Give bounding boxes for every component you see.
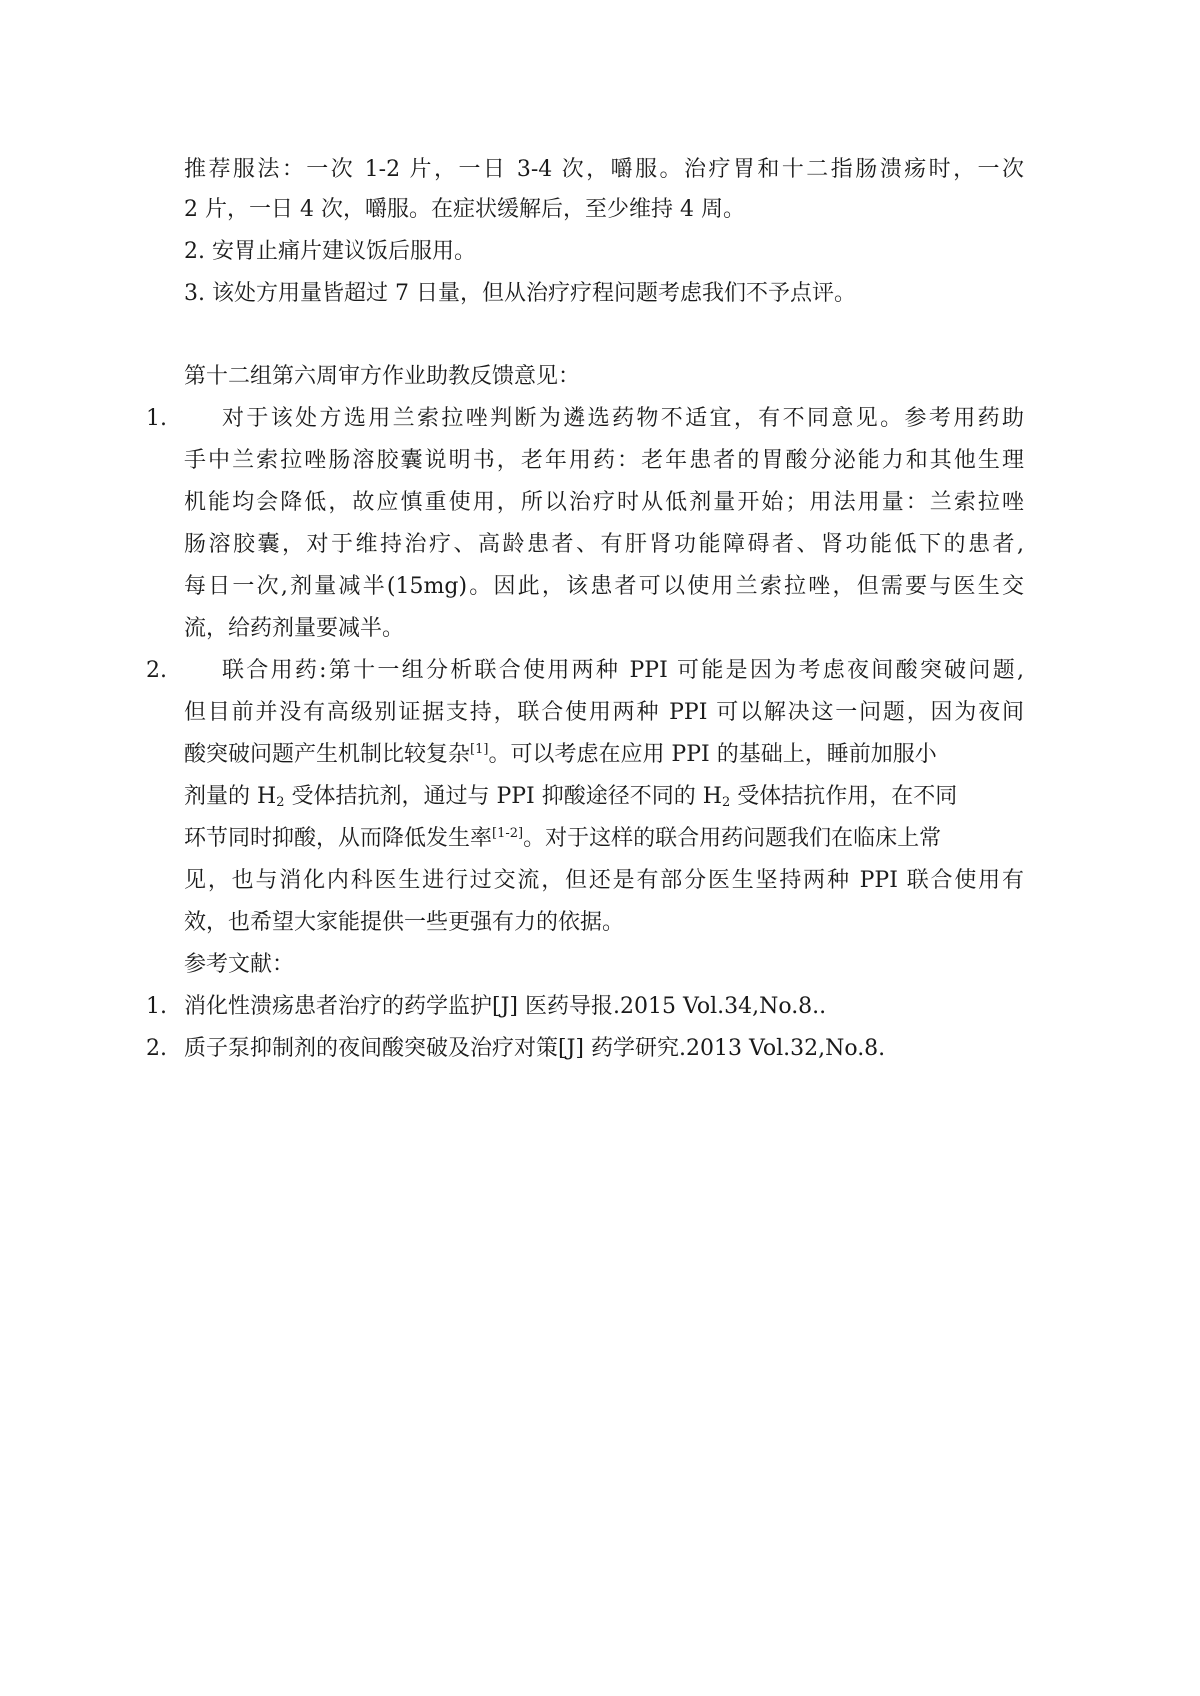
item-1-line-2: 手中兰索拉唑肠溶胶囊说明书，老年用药：老年患者的胃酸分泌能力和其他生理 [184,448,1024,473]
item-1-line-1: 对于该处方选用兰索拉唑判断为遴选药物不适宜，有不同意见。参考用药助 [222,406,1024,431]
item-2-line-4-text-b: 受体拮抗剂，通过与 PPI 抑酸途径不同的 H [284,784,722,809]
item-2-line-7: 效，也希望大家能提供一些更强有力的依据。 [184,910,625,935]
item-1-number: 1. [146,406,167,431]
item-2-line-5-text-b: 。对于这样的联合用药问题我们在临床上常 [523,826,942,851]
dosage-line-2: 2 片，一日 4 次，嚼服。在症状缓解后，至少维持 4 周。 [184,197,745,222]
item-2-line-4-text-c: 受体拮抗作用，在不同 [730,784,958,809]
reference-2: 质子泵抑制剂的夜间酸突破及治疗对策[J] 药学研究.2013 Vol.32,No.8. [184,1036,886,1061]
subscript-2: 2 [276,795,285,810]
item-2-line-5 [184,824,1024,854]
item-2-line-4 [184,782,1024,812]
subscript-2-second: 2 [721,795,731,810]
reference-1: 消化性溃疡患者治疗的药学监护[J] 医药导报.2015 Vol.34,No.8.. [184,994,827,1019]
point-2: 2. 安胃止痛片建议饭后服用。 [184,239,476,264]
item-1-line-4: 肠溶胶囊，对于维持治疗、高龄患者、有肝肾功能障碍者、肾功能低下的患者, [184,532,1024,557]
item-1-line-3: 机能均会降低，故应慎重使用，所以治疗时从低剂量开始；用法用量：兰索拉唑 [184,490,1024,515]
item-2-line-1: 联合用药:第十一组分析联合使用两种 PPI 可能是因为考虑夜间酸突破问题, [222,658,1024,683]
item-2-line-3 [184,740,1024,770]
reference-1-number: 1. [146,994,167,1019]
references-heading: 参考文献： [184,952,295,977]
reference-2-number: 2. [146,1036,167,1061]
citation-1: [1] [470,742,489,757]
citation-1-2: [1-2] [492,826,524,841]
item-2-line-3-text-b: 。可以考虑在应用 PPI 的基础上，睡前加服小 [488,742,937,767]
item-2-line-4-text-a: 剂量的 H [184,784,277,809]
feedback-heading: 第十二组第六周审方作业助教反馈意见： [184,364,581,389]
item-2-line-3-text-a: 酸突破问题产生机制比较复杂 [184,742,471,767]
item-2-line-2: 但目前并没有高级别证据支持，联合使用两种 PPI 可以解决这一问题，因为夜间 [184,700,1024,725]
item-2-number: 2. [146,658,167,683]
item-1-line-5: 每日一次,剂量减半(15mg)。因此，该患者可以使用兰索拉唑，但需要与医生交 [184,574,1024,599]
item-2-line-5-text-a: 环节同时抑酸，从而降低发生率 [184,826,493,851]
item-2-line-6: 见，也与消化内科医生进行过交流，但还是有部分医生坚持两种 PPI 联合使用有 [184,868,1024,893]
dosage-line-1: 推荐服法：一次 1-2 片，一日 3-4 次，嚼服。治疗胃和十二指肠溃疡时，一次 [184,157,1024,182]
item-1-line-6: 流，给药剂量要减半。 [184,616,405,641]
point-3: 3. 该处方用量皆超过 7 日量，但从治疗疗程问题考虑我们不予点评。 [184,281,856,306]
